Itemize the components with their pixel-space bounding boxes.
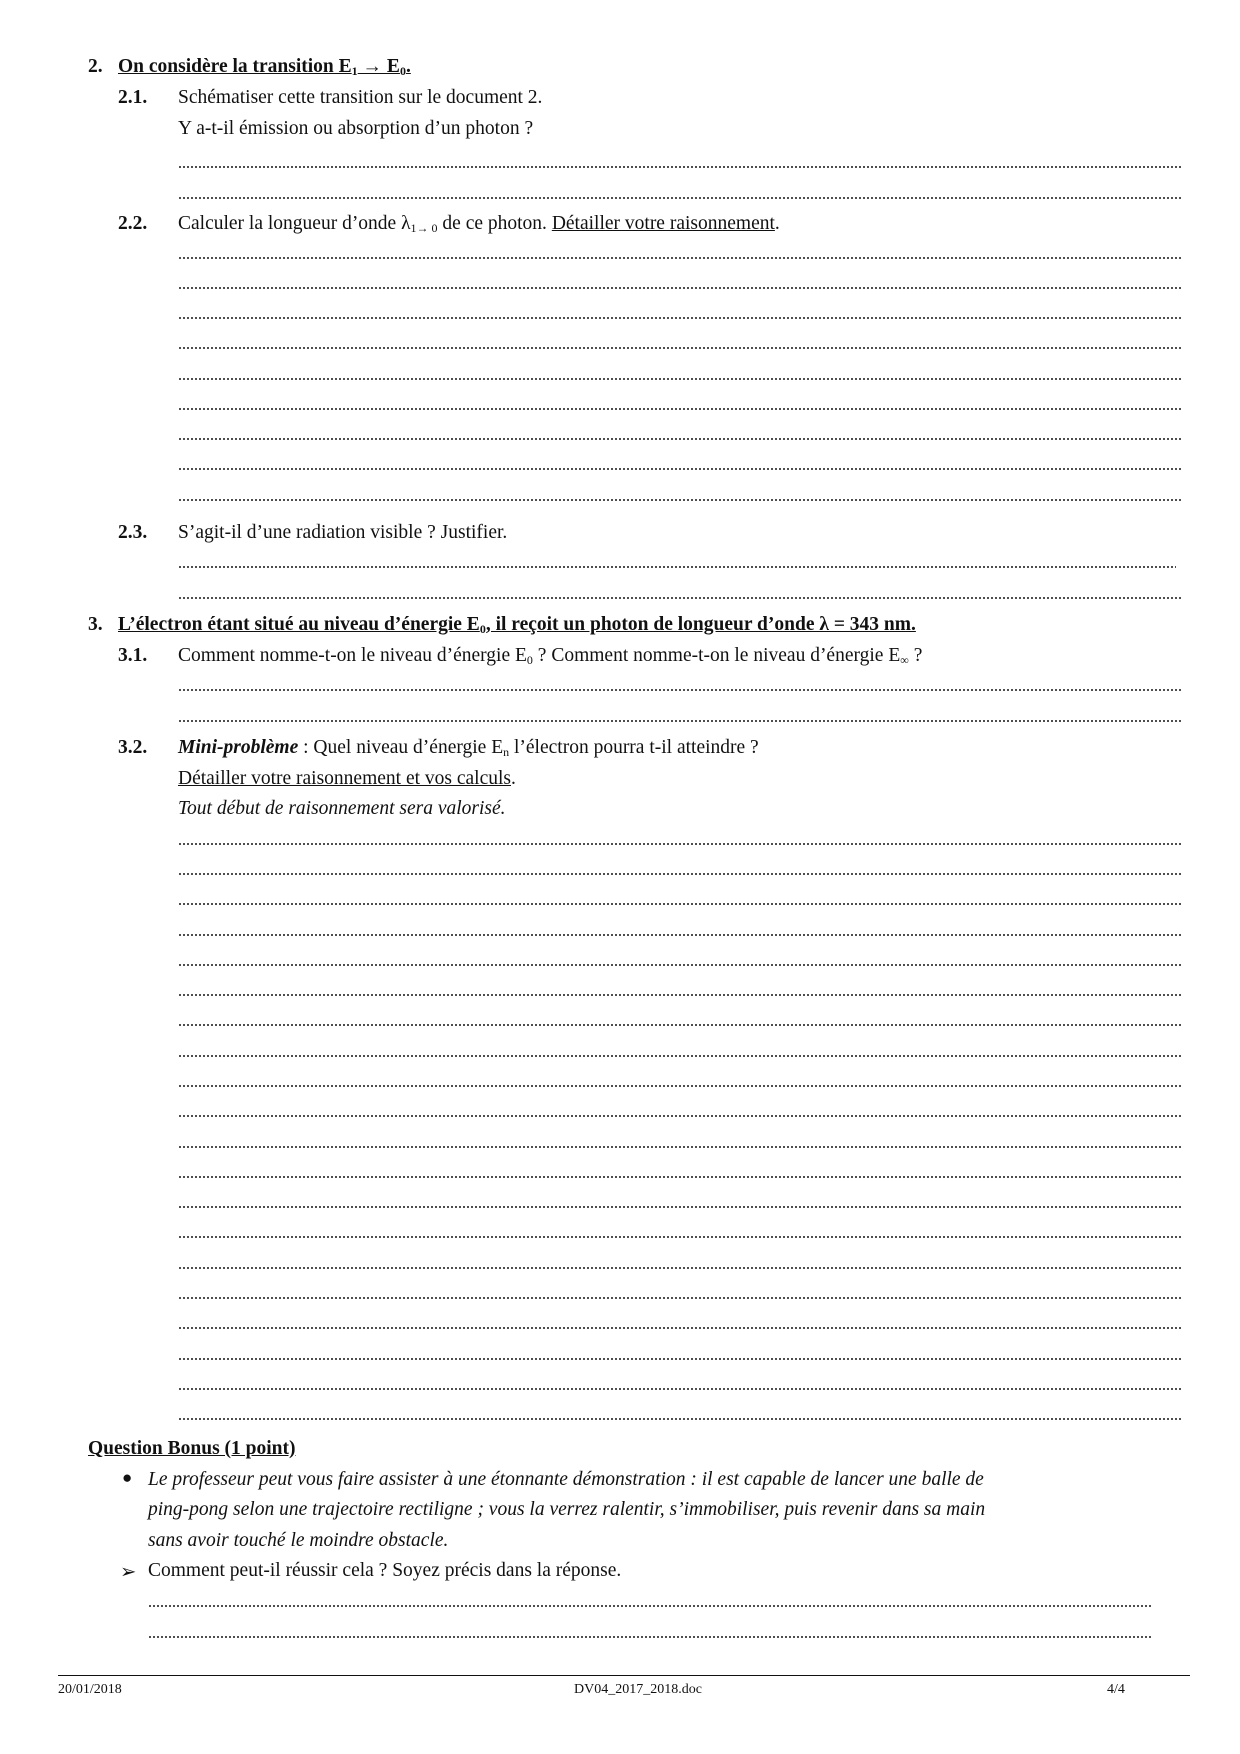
- answer-line[interactable]: [178, 1236, 1182, 1238]
- answer-line[interactable]: [178, 1176, 1182, 1178]
- answer-line[interactable]: [178, 994, 1182, 996]
- q2-number: 2.: [88, 56, 103, 77]
- answer-line[interactable]: [178, 1327, 1182, 1329]
- answer-line[interactable]: [178, 347, 1182, 349]
- q2-1-number: 2.1.: [118, 87, 148, 108]
- footer-filename: DV04_2017_2018.doc: [574, 1682, 702, 1697]
- answer-line[interactable]: [178, 378, 1182, 380]
- q3-2-text: Mini-problème : Quel niveau d’énergie $E_n$ l’électron pourra t-il atteindre ?: [178, 737, 759, 759]
- answer-line[interactable]: [178, 1146, 1182, 1148]
- answer-line[interactable]: [178, 903, 1182, 905]
- q2-3-number: 2.3.: [118, 522, 148, 543]
- answer-line[interactable]: [178, 934, 1182, 936]
- bonus-question: Comment peut-il réussir cela ? Soyez précis dans la réponse.: [148, 1560, 622, 1581]
- answer-line[interactable]: [178, 1085, 1182, 1087]
- answer-line[interactable]: [178, 468, 1182, 470]
- q3-2-instruction: Détailler votre raisonnement et vos calculs.: [178, 768, 516, 789]
- answer-line[interactable]: [178, 1024, 1182, 1026]
- answer-line[interactable]: [178, 964, 1182, 966]
- answer-line[interactable]: [178, 1267, 1182, 1269]
- answer-line[interactable]: [148, 1605, 1152, 1607]
- answer-line[interactable]: [178, 166, 1182, 168]
- bonus-scenario-line: ping-pong selon une trajectoire rectiligne ; vous la verrez ralentir, s’immobiliser, puis revenir dans sa main: [148, 1499, 986, 1520]
- answer-line[interactable]: [178, 597, 1182, 599]
- answer-line[interactable]: [178, 408, 1182, 410]
- q2-2-text: Calculer la longueur d’onde $\lambda_{1\to 0}$ de ce photon. Détailler votre raisonnement.: [178, 213, 780, 235]
- q2-3-text: S’agit-il d’une radiation visible ? Justifier.: [178, 522, 508, 543]
- answer-line[interactable]: [148, 1636, 1152, 1638]
- q3-title: L’électron étant situé au niveau d’énergie $E_0$, il reçoit un photon de longueur d’onde λ = 343 nm.: [118, 614, 916, 636]
- answer-line[interactable]: [178, 843, 1182, 845]
- q2-2-number: 2.2.: [118, 213, 148, 234]
- answer-line[interactable]: [178, 1206, 1182, 1208]
- answer-line[interactable]: [178, 566, 1176, 568]
- answer-line[interactable]: [178, 317, 1182, 319]
- answer-line[interactable]: [178, 1297, 1182, 1299]
- answer-line[interactable]: [178, 438, 1182, 440]
- answer-line[interactable]: [178, 257, 1182, 259]
- answer-line[interactable]: [178, 873, 1182, 875]
- answer-line[interactable]: [178, 720, 1182, 722]
- answer-line[interactable]: [178, 1055, 1182, 1057]
- answer-line[interactable]: [178, 197, 1182, 199]
- answer-line[interactable]: [178, 1388, 1182, 1390]
- footer-date: 20/01/2018: [58, 1682, 122, 1697]
- q2-1-question: Y a-t-il émission ou absorption d’un photon ?: [178, 118, 534, 139]
- q3-number: 3.: [88, 614, 103, 635]
- q3-1-text: Comment nomme-t-on le niveau d’énergie $E_0$ ? Comment nomme-t-on le niveau d’énergie $E_\infty$ ?: [178, 645, 923, 667]
- footer-rule: [58, 1675, 1190, 1676]
- bonus-scenario-line: Le professeur peut vous faire assister à une étonnante démonstration : il est capable de lancer une balle de: [148, 1469, 984, 1490]
- answer-line[interactable]: [178, 1418, 1182, 1420]
- q2-title: On considère la transition $E_1 \to E_0$.: [118, 56, 411, 78]
- answer-line[interactable]: [178, 1358, 1182, 1360]
- q3-1-number: 3.1.: [118, 645, 148, 666]
- answer-line[interactable]: [178, 499, 1182, 501]
- answer-line[interactable]: [178, 287, 1182, 289]
- bullet-dot-icon: ●: [122, 1468, 133, 1487]
- q2-1-text: Schématiser cette transition sur le document 2.: [178, 87, 543, 108]
- arrow-bullet-icon: ➢: [120, 1562, 137, 1583]
- q3-2-number: 3.2.: [118, 737, 148, 758]
- q3-2-note: Tout début de raisonnement sera valorisé.: [178, 798, 506, 819]
- answer-line[interactable]: [178, 689, 1182, 691]
- footer-page: 4/4: [1107, 1682, 1125, 1697]
- bonus-scenario-line: sans avoir touché le moindre obstacle.: [148, 1530, 449, 1551]
- bonus-title: Question Bonus (1 point): [88, 1438, 296, 1459]
- answer-line[interactable]: [178, 1115, 1182, 1117]
